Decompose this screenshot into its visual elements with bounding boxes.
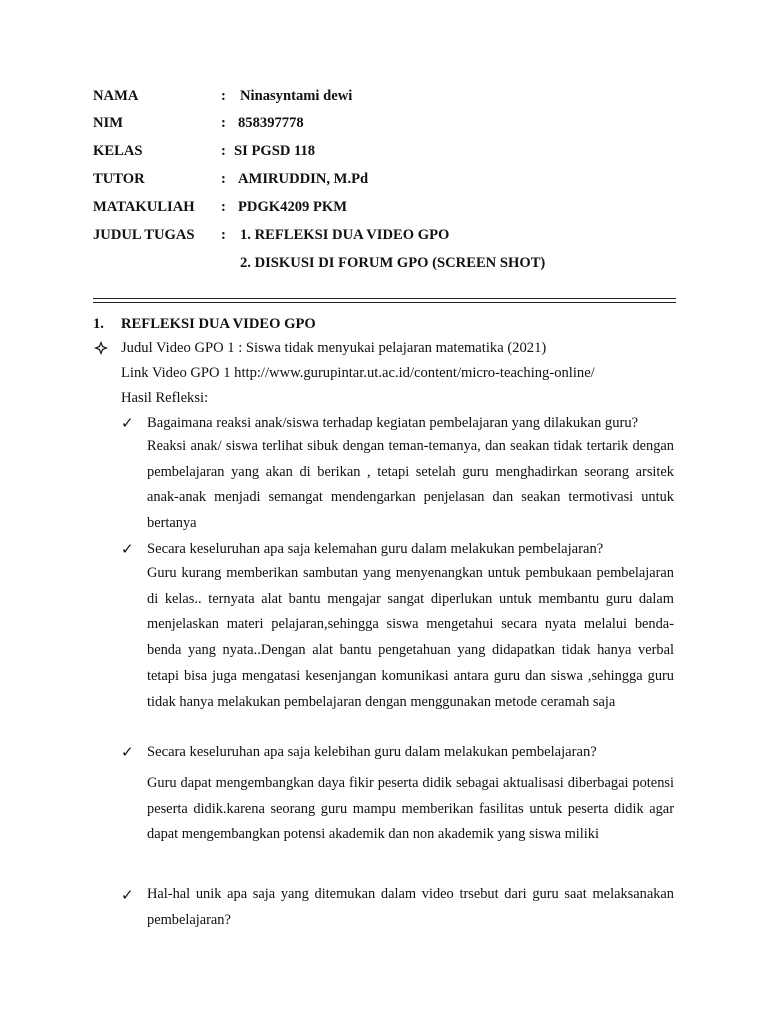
header-extra-line: 2. DISKUSI DI FORUM GPO (SCREEN SHOT) (240, 255, 546, 271)
header-colon: : (221, 115, 226, 131)
header-value-kelas: SI PGSD 118 (234, 143, 316, 159)
header-value-nim: 858397778 (238, 115, 304, 131)
answer-2: Guru kurang memberikan sambutan yang menyenangkan untuk pembukaan pembelajaran di kelas.. ternyata alat bantu mengajar sangat diperlukan untuk membantu guru dalam menjelaskan materi pelajaran,sehingga siswa mengetahui secara nyata melalui benda-benda yang nyata..Dengan alat bantu pengetahuan yang didapatkan tidak hanya verbal tetapi bisa juga mengatasi kesenjangan komunikasi antara guru dan siswa ,sehingga guru tidak hanya melakukan pembelajaran dengan menggunakan metode ceramah saja (147, 565, 674, 710)
header-value-tutor: AMIRUDDIN, M.Pd (238, 171, 369, 187)
header-colon: : (221, 199, 226, 215)
header-label: MATAKULIAH (93, 199, 195, 215)
video-link: Link Video GPO 1 http://www.gurupintar.ut.ac.id/content/micro-teaching-online/ (121, 365, 595, 381)
checkmark-icon: ✓ (121, 745, 134, 761)
answer-3: Guru dapat mengembangkan daya fikir peserta didik sebagai aktualisasi diberbagai potensi peserta didik.karena seorang guru mampu memberikan fasilitas untuk peserta didik agar dapat mengembangkan potensi akademik dan non akademik yang siswa miliki (147, 775, 674, 843)
header-colon: : (221, 227, 226, 243)
hasil-refleksi-label: Hasil Refleksi: (121, 390, 209, 406)
checkmark-icon: ✓ (121, 542, 134, 558)
header-label: NAMA (93, 88, 139, 104)
header-label: TUTOR (93, 171, 145, 187)
answer-1: Reaksi anak/ siswa terlihat sibuk dengan teman-temanya, dan seakan tidak tertarik dengan pembelajaran yang akan di berikan , tetapi setelah guru menghadirkan seorang arsitek anak-anak menjadi semangat mendengarkan penjelasan dan seakan termotivasi untuk bertanya (147, 438, 674, 532)
header-colon: : (221, 88, 226, 104)
checkmark-icon: ✓ (121, 416, 134, 432)
section-number: 1. (93, 316, 104, 332)
video-title: Judul Video GPO 1 : Siswa tidak menyukai pelajaran matematika (2021) (121, 340, 547, 356)
diamond-bullet-icon (94, 341, 108, 360)
divider-rule-bottom (93, 302, 676, 303)
divider-rule-top (93, 298, 676, 299)
header-label: JUDUL TUGAS (93, 227, 195, 243)
section-title: REFLEKSI DUA VIDEO GPO (121, 316, 316, 332)
header-value-nama: Ninasyntami dewi (240, 88, 353, 104)
question-4: Hal-hal unik apa saja yang ditemukan dalam video trsebut dari guru saat melaksanakan pembelajaran? (147, 886, 674, 928)
header-value-matakuliah: PDGK4209 PKM (238, 199, 348, 215)
question-3: Secara keseluruhan apa saja kelebihan guru dalam melakukan pembelajaran? (147, 744, 597, 760)
question-1: Bagaimana reaksi anak/siswa terhadap kegiatan pembelajaran yang dilakukan guru? (147, 415, 639, 431)
header-colon: : (221, 143, 226, 159)
header-label: KELAS (93, 143, 143, 159)
question-2: Secara keseluruhan apa saja kelemahan guru dalam melakukan pembelajaran? (147, 541, 604, 557)
header-label: NIM (93, 115, 123, 131)
header-value-judul-tugas: 1. REFLEKSI DUA VIDEO GPO (240, 227, 450, 243)
header-colon: : (221, 171, 226, 187)
checkmark-icon: ✓ (121, 888, 134, 904)
